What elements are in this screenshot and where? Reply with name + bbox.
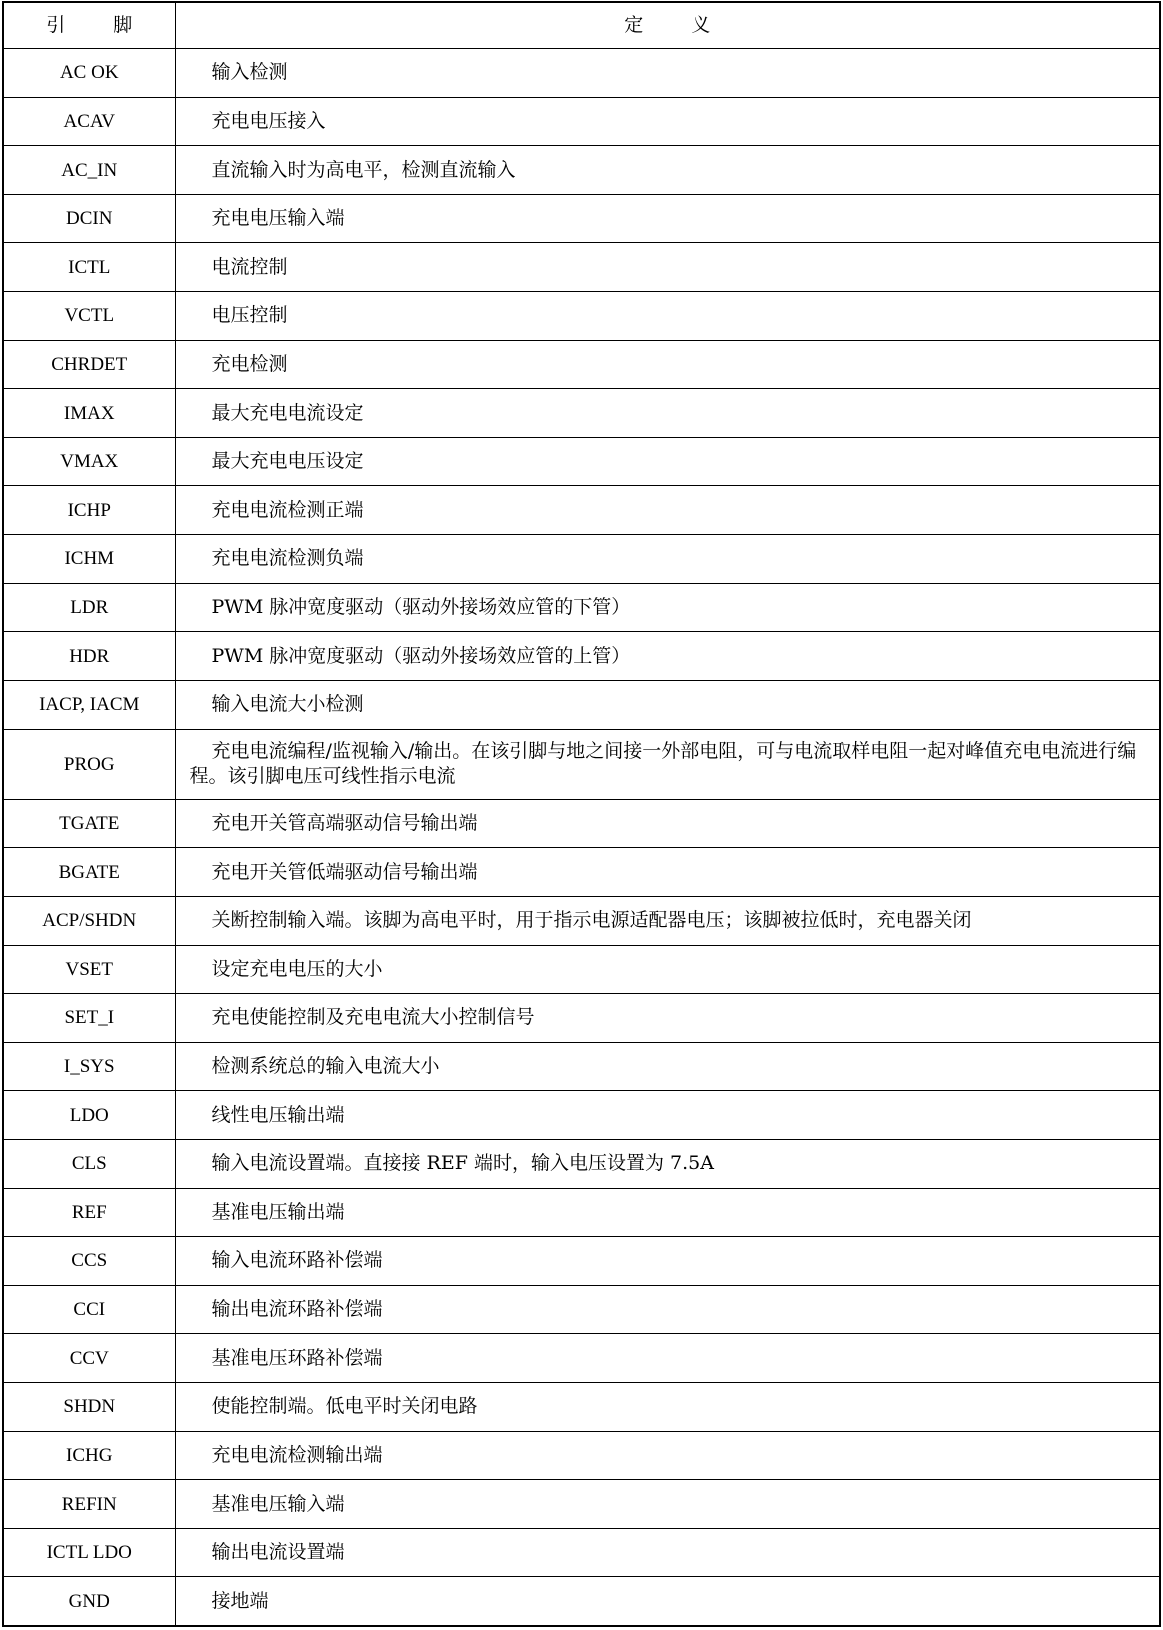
table-row (3, 1091, 1160, 1140)
table-row (3, 437, 1160, 486)
pin-name-cell: I_SYS (3, 1042, 175, 1091)
pin-name-cell: GND (3, 1577, 175, 1626)
table-row (3, 1237, 1160, 1286)
pin-name-cell: TGATE (3, 799, 175, 848)
table-row (3, 292, 1160, 341)
pin-definition-cell: 输入电流环路补偿端 (175, 1237, 1160, 1286)
table-row (3, 535, 1160, 584)
table-row (3, 1139, 1160, 1188)
pin-definition-cell: 电流控制 (175, 243, 1160, 292)
pin-definition-cell: 充电开关管低端驱动信号输出端 (175, 848, 1160, 897)
pin-name-cell: AC_IN (3, 146, 175, 195)
definition-header-char-1: 定 (624, 14, 644, 36)
pin-definition-cell: 关断控制输入端。该脚为高电平时，用于指示电源适配器电压；该脚被拉低时，充电器关闭 (175, 896, 1160, 945)
pin-definition-cell: 设定充电电压的大小 (175, 945, 1160, 994)
pin-header-char-1: 引 (46, 14, 66, 36)
pin-definition-cell: 输出电流环路补偿端 (175, 1285, 1160, 1334)
pin-name-cell: BGATE (3, 848, 175, 897)
pin-name-cell: LDO (3, 1091, 175, 1140)
pin-definition-cell: 输入电流设置端。直接接 REF 端时，输入电压设置为 7.5A (175, 1139, 1160, 1188)
table-row (3, 97, 1160, 146)
table-row (3, 49, 1160, 98)
pin-definition-cell: 电压控制 (175, 292, 1160, 341)
pin-definition-table (2, 1, 1161, 1627)
table-row (3, 848, 1160, 897)
pin-name-cell: AC OK (3, 49, 175, 98)
table-row (3, 486, 1160, 535)
table-row (3, 1188, 1160, 1237)
table-header-row (3, 2, 1160, 49)
table-row (3, 340, 1160, 389)
table-row (3, 994, 1160, 1043)
table-row (3, 389, 1160, 438)
table-row (3, 1431, 1160, 1480)
pin-name-cell: CCS (3, 1237, 175, 1286)
pin-name-cell: CLS (3, 1139, 175, 1188)
pin-name-cell: IACP, IACM (3, 680, 175, 729)
table-row (3, 1528, 1160, 1577)
table-row (3, 583, 1160, 632)
pin-name-cell: ICTL (3, 243, 175, 292)
pin-definition-cell: 充电电压接入 (175, 97, 1160, 146)
table-row (3, 799, 1160, 848)
pin-name-cell: REF (3, 1188, 175, 1237)
pin-name-cell: ICHG (3, 1431, 175, 1480)
pin-definition-cell: 充电电流检测正端 (175, 486, 1160, 535)
pin-definition-cell: 基准电压输入端 (175, 1480, 1160, 1529)
pin-name-cell: VCTL (3, 292, 175, 341)
pin-name-cell: REFIN (3, 1480, 175, 1529)
table-row (3, 632, 1160, 681)
pin-definition-cell: 最大充电电流设定 (175, 389, 1160, 438)
table-row (3, 1285, 1160, 1334)
pin-definition-cell: 基准电压环路补偿端 (175, 1334, 1160, 1383)
pin-definition-cell: PWM 脉冲宽度驱动（驱动外接场效应管的下管） (175, 583, 1160, 632)
table-body (3, 49, 1160, 1627)
pin-definition-cell: 输出电流设置端 (175, 1528, 1160, 1577)
table-row (3, 1334, 1160, 1383)
table-row (3, 243, 1160, 292)
pin-name-cell: IMAX (3, 389, 175, 438)
pin-name-cell: ACAV (3, 97, 175, 146)
pin-name-cell: SHDN (3, 1383, 175, 1432)
pin-name-cell: HDR (3, 632, 175, 681)
table-row (3, 194, 1160, 243)
pin-definition-cell: 输入检测 (175, 49, 1160, 98)
pin-definition-cell: 充电电流检测负端 (175, 535, 1160, 584)
pin-definition-cell: 充电检测 (175, 340, 1160, 389)
pin-definition-cell: 充电电压输入端 (175, 194, 1160, 243)
pin-name-cell: PROG (3, 729, 175, 799)
definition-column-header (175, 2, 1160, 49)
pin-definition-cell: 直流输入时为高电平，检测直流输入 (175, 146, 1160, 195)
table-row (3, 146, 1160, 195)
pin-definition-cell: 充电电流编程/监视输入/输出。在该引脚与地之间接一外部电阻，可与电流取样电阻一起对峰值充电电流进行编程。该引脚电压可线性指示电流 (175, 729, 1160, 799)
pin-definition-cell: PWM 脉冲宽度驱动（驱动外接场效应管的上管） (175, 632, 1160, 681)
pin-name-cell: ICHP (3, 486, 175, 535)
pin-name-cell: ICHM (3, 535, 175, 584)
table-row (3, 1577, 1160, 1626)
pin-definition-cell: 基准电压输出端 (175, 1188, 1160, 1237)
definition-header-char-2: 义 (691, 14, 711, 36)
pin-name-cell: CCV (3, 1334, 175, 1383)
table-row (3, 945, 1160, 994)
pin-definition-cell: 检测系统总的输入电流大小 (175, 1042, 1160, 1091)
pin-definition-cell: 充电开关管高端驱动信号输出端 (175, 799, 1160, 848)
pin-definition-cell: 线性电压输出端 (175, 1091, 1160, 1140)
table-row (3, 680, 1160, 729)
pin-definition-cell: 接地端 (175, 1577, 1160, 1626)
table-row (3, 1383, 1160, 1432)
pin-definition-cell: 使能控制端。低电平时关闭电路 (175, 1383, 1160, 1432)
pin-definition-cell: 充电电流检测输出端 (175, 1431, 1160, 1480)
pin-name-cell: ACP/SHDN (3, 896, 175, 945)
pin-definition-cell: 输入电流大小检测 (175, 680, 1160, 729)
table-row (3, 1480, 1160, 1529)
pin-name-cell: CHRDET (3, 340, 175, 389)
table-row (3, 896, 1160, 945)
pin-name-cell: DCIN (3, 194, 175, 243)
pin-name-cell: CCI (3, 1285, 175, 1334)
pin-header-char-2: 脚 (113, 14, 133, 36)
pin-definition-cell: 最大充电电压设定 (175, 437, 1160, 486)
pin-name-cell: ICTL LDO (3, 1528, 175, 1577)
pin-name-cell: LDR (3, 583, 175, 632)
pin-name-cell: VMAX (3, 437, 175, 486)
table-row (3, 1042, 1160, 1091)
pin-name-cell: SET_I (3, 994, 175, 1043)
pin-definition-cell: 充电使能控制及充电电流大小控制信号 (175, 994, 1160, 1043)
table-row (3, 729, 1160, 799)
pin-name-cell: VSET (3, 945, 175, 994)
pin-column-header (3, 2, 175, 49)
